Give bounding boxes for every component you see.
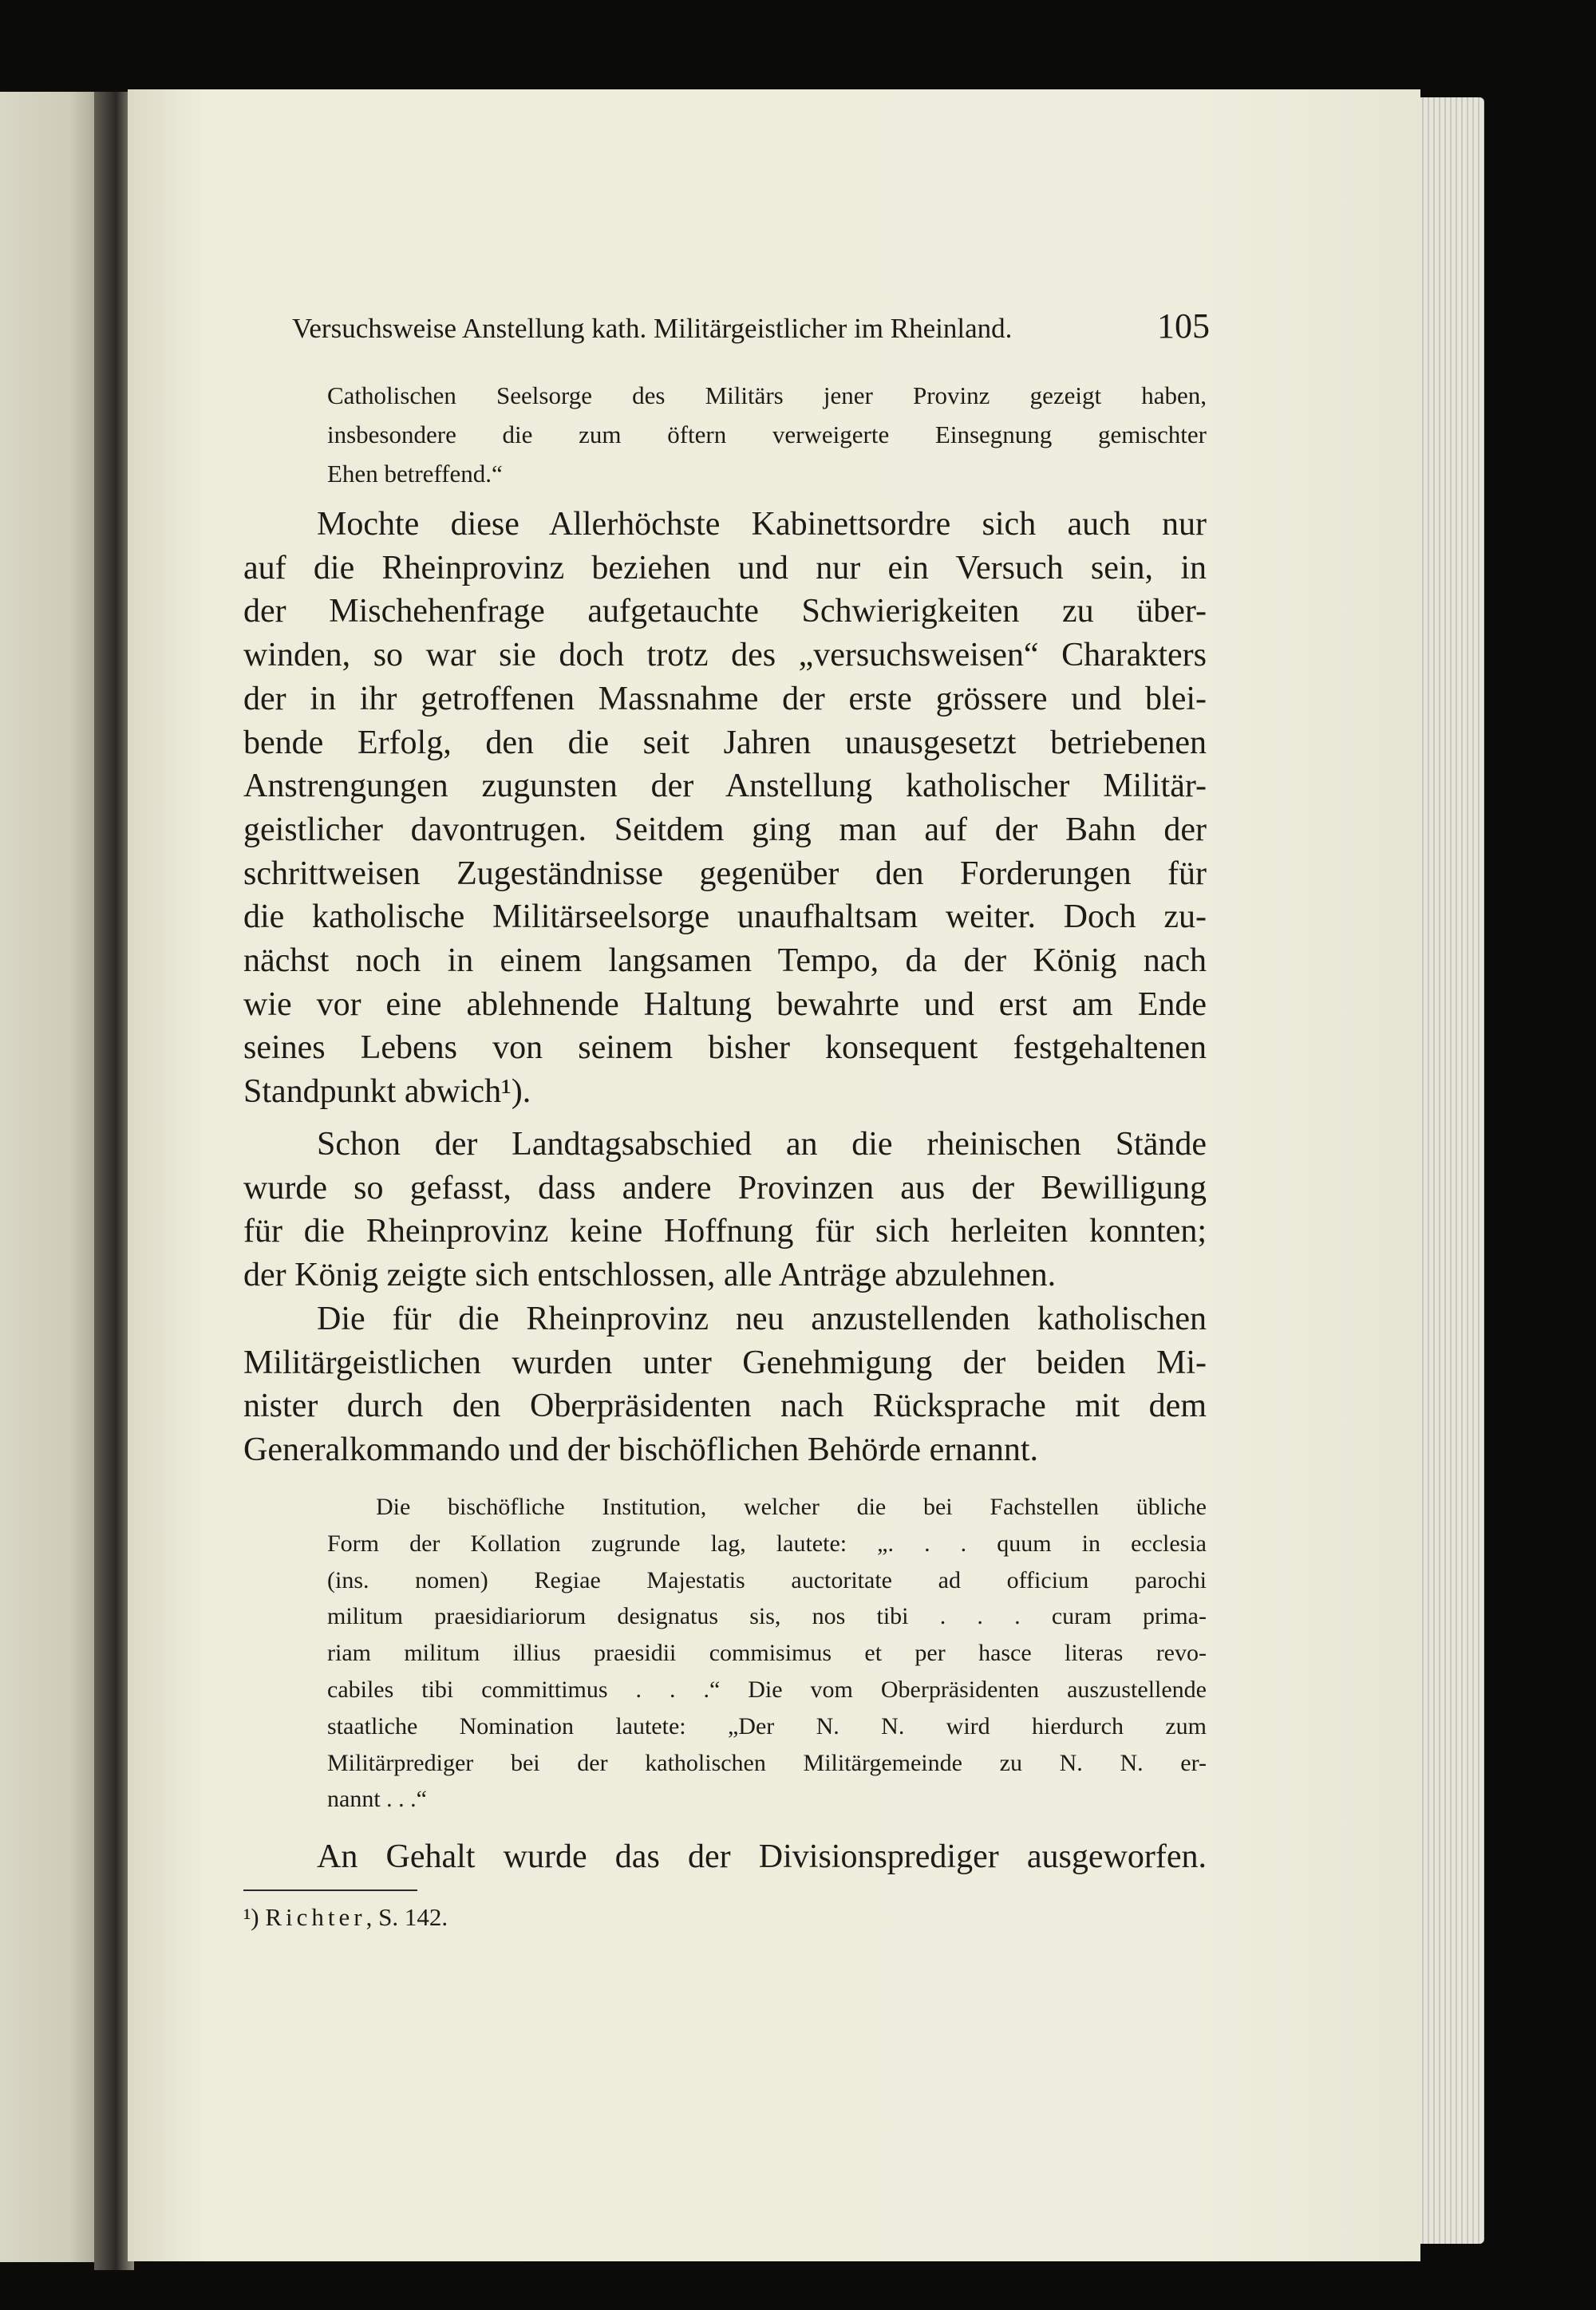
- text-line: Militärgeistlichen wurden unter Genehmigung der beiden Mi-: [243, 1344, 1207, 1381]
- text-line: nister durch den Oberpräsidenten nach Rücksprache mit dem: [243, 1388, 1207, 1425]
- text-line: schrittweisen Zugeständnisse gegenüber den Forderungen für: [243, 855, 1207, 892]
- text-line: für die Rheinprovinz keine Hoffnung für sich herleiten konnten;: [243, 1213, 1207, 1250]
- text-line: Anstrengungen zugunsten der Anstellung katholischer Militär-: [243, 768, 1207, 805]
- text-line: der König zeigte sich entschlossen, alle Anträge abzulehnen.: [243, 1257, 1057, 1294]
- text-line: An Gehalt wurde das der Divisionsprediger ausgeworfen.: [317, 1838, 1207, 1875]
- text-line: wurde so gefasst, dass andere Provinzen aus der Bewilligung: [243, 1169, 1207, 1206]
- text-line: auf die Rheinprovinz beziehen und nur ein Versuch sein, in: [243, 549, 1207, 586]
- running-title: Versuchsweise Anstellung kath. Militärgeistlicher im Rheinland.: [292, 313, 1013, 344]
- facing-page-edge: [0, 92, 100, 2262]
- text-line: nannt . . .“: [327, 1786, 427, 1813]
- text-line: Schon der Landtagsabschied an die rheinischen Stände: [317, 1126, 1207, 1163]
- text-line: (ins. nomen) Regiae Majestatis auctoritate ad officium parochi: [327, 1566, 1207, 1593]
- text-line: Militärprediger bei der katholischen Militärgemeinde zu N. N. er-: [327, 1749, 1207, 1776]
- text-line: cabiles tibi committimus . . .“ Die vom Oberpräsidenten auszustellende: [327, 1676, 1207, 1703]
- text-line: insbesondere die zum öftern verweigerte Einsegnung gemischter: [327, 421, 1207, 448]
- text-line: Form der Kollation zugrunde lag, lautete: „. . . quum in ecclesia: [327, 1530, 1207, 1557]
- text-line: Die bischöfliche Institution, welcher die bei Fachstellen übliche: [376, 1494, 1207, 1520]
- running-header: [292, 306, 1210, 346]
- text-line: nächst noch in einem langsamen Tempo, da der König nach: [243, 942, 1207, 979]
- text-line: die katholische Militärseelsorge unaufhaltsam weiter. Doch zu-: [243, 898, 1207, 936]
- footnote-marker: ¹): [243, 1903, 259, 1931]
- text-line: Catholischen Seelsorge des Militärs jener Provinz gezeigt haben,: [327, 381, 1207, 409]
- footnote-author: Richter: [265, 1903, 366, 1931]
- text-line: der in ihr getroffenen Massnahme der erste grössere und blei-: [243, 680, 1207, 717]
- footnote-ref: , S. 142.: [365, 1903, 448, 1931]
- text-line: Generalkommando und der bischöflichen Behörde ernannt.: [243, 1431, 1039, 1468]
- text-line: geistlicher davontrugen. Seitdem ging man auf der Bahn der: [243, 811, 1207, 848]
- text-line: Ehen betreffend.“: [327, 460, 503, 488]
- footnote: [243, 1903, 448, 1932]
- text-line: militum praesidiariorum designatus sis, nos tibi . . . curam prima-: [327, 1603, 1207, 1630]
- page-stack-edge: [1412, 97, 1484, 2244]
- text-line: Die für die Rheinprovinz neu anzustellenden katholischen: [317, 1300, 1207, 1337]
- text-line: wie vor eine ablehnende Haltung bewahrte und erst am Ende: [243, 985, 1207, 1023]
- text-line: Standpunkt abwich¹).: [243, 1073, 531, 1111]
- text-line: Mochte diese Allerhöchste Kabinettsordre sich auch nur: [317, 506, 1207, 543]
- text-line: riam militum illius praesidii commisimus et per hasce literas revo-: [327, 1640, 1207, 1667]
- text-line: staatliche Nomination lautete: „Der N. N. wird hierdurch zum: [327, 1712, 1207, 1739]
- text-line: der Mischehenfrage aufgetauchte Schwierigkeiten zu über-: [243, 593, 1207, 630]
- footnote-rule: [243, 1889, 417, 1891]
- text-line: winden, so war sie doch trotz des „versuchsweisen“ Charakters: [243, 637, 1207, 674]
- text-line: bende Erfolg, den die seit Jahren unausgesetzt betriebenen: [243, 724, 1207, 761]
- page-number: 105: [1157, 306, 1210, 346]
- text-line: seines Lebens von seinem bisher konsequent festgehaltenen: [243, 1029, 1207, 1067]
